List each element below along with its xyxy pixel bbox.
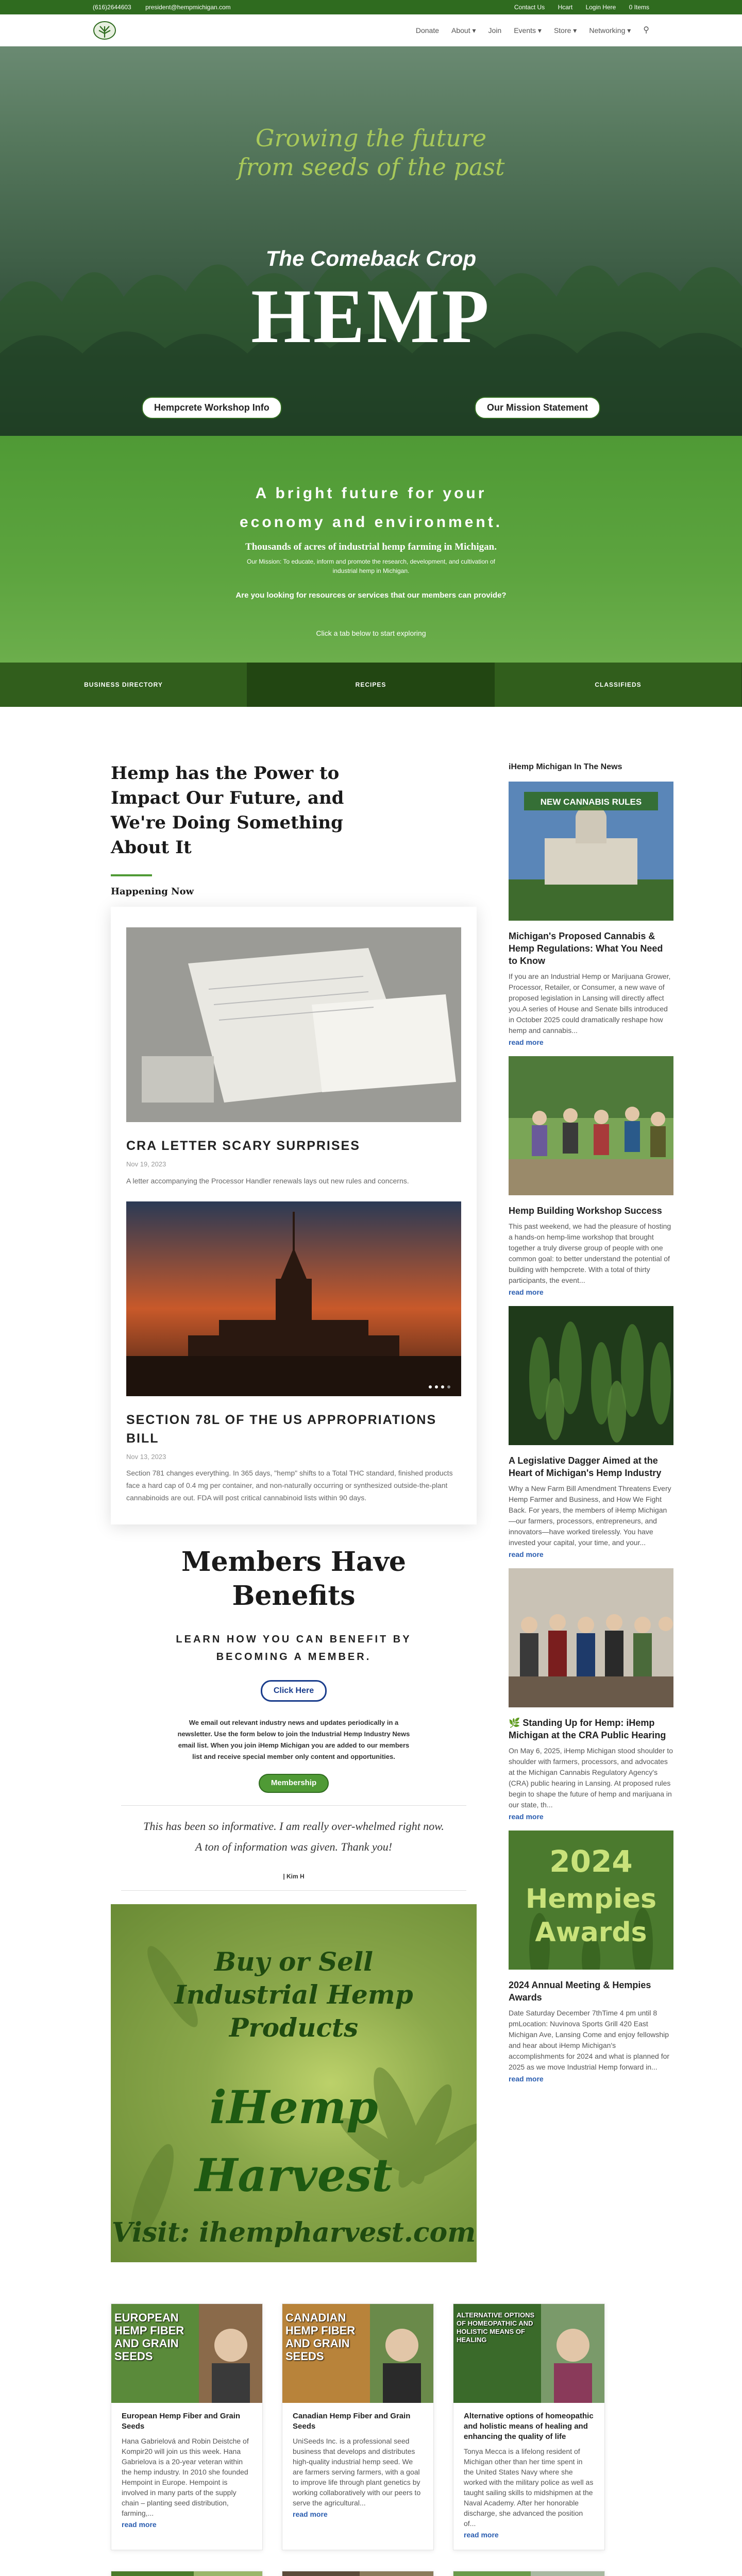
sidebar-post-excerpt: This past weekend, we had the pleasure of hosting a hands-on hemp-lime workshop that brought together a truly diverse group of people with one common goal: to better understand the potential of building with hempcrete. With a total of thirty participants, the event...	[509, 1222, 671, 1284]
intro-cta: Click a tab below to start exploring	[316, 629, 426, 637]
ad-line-2: Industrial Hemp	[174, 1979, 413, 2010]
ad-line-3: Products	[229, 2012, 359, 2043]
card-thumbnail	[111, 2304, 262, 2403]
members-paragraph-line-3: email list. When you join iHemp Michigan you are added to our members	[178, 1741, 410, 1749]
intro-section	[0, 436, 742, 663]
members-title	[121, 1545, 466, 1613]
hero-subtitle: The Comeback Crop	[265, 246, 477, 270]
nav-networking-label: Networking	[589, 26, 626, 35]
capitol-news-photo	[509, 782, 673, 921]
card-title[interactable]: Canadian Hemp Fiber and Grain Seeds	[293, 2411, 411, 2431]
grid-card	[453, 2303, 605, 2550]
sidebar-image[interactable]	[509, 1568, 673, 1707]
members-title-line-1: Members Have	[181, 1546, 406, 1578]
card-image[interactable]	[282, 2571, 433, 2576]
directory-tabs	[0, 663, 742, 707]
post-item	[126, 1201, 461, 1504]
card-body	[111, 2403, 262, 2539]
nav-store[interactable]	[554, 25, 577, 36]
thumb-text: ALTERNATIVE OPTIONS OF HOMEOPATHIC AND HOLISTIC MEANS OF HEALING	[457, 2311, 535, 2344]
sidebar-post-excerpt: If you are an Industrial Hemp or Marijuana Grower, Processor, Retailer, or Consumer, a new wave of proposed legislation in Lansing will directly affect you.A series of House and Senate bills introduced in October 2025 could dramatically reshape how hemp and cannabis...	[509, 972, 671, 1035]
letter-photo	[126, 927, 461, 1122]
members-paragraph-line-4: list and receive special member only content and opportunities.	[192, 1753, 395, 1760]
contact-us-link[interactable]: Contact Us	[514, 4, 545, 11]
read-more-link[interactable]: read more	[122, 2520, 157, 2529]
sidebar-post-title[interactable]: 2024 Annual Meeting & Hempies Awards	[509, 1980, 651, 2003]
card-image[interactable]	[453, 2571, 604, 2576]
post-image-letter[interactable]	[126, 927, 461, 1122]
sidebar-post-excerpt: On May 6, 2025, iHemp Michigan stood shoulder to shoulder with farmers, processors, and advocates at the Michigan Cannabis Regulatory Agency's (CRA) public hearing in Lansing. At proposed rules begin to shape the future of hemp and marijuana in our state, th...	[509, 1747, 673, 1809]
site-header	[0, 14, 742, 46]
chevron-down-icon: ▾	[537, 26, 542, 35]
nav-donate[interactable]: Donate	[415, 26, 439, 35]
card-image[interactable]	[111, 2571, 262, 2576]
sidebar-image[interactable]	[509, 782, 673, 921]
site-logo[interactable]	[93, 20, 116, 41]
read-more-link[interactable]: read more	[293, 2510, 328, 2518]
sidebar-image[interactable]	[509, 1306, 673, 1445]
members-subtitle-line-1: LEARN HOW YOU CAN BENEFIT BY	[176, 1634, 412, 1645]
members-section	[111, 1545, 477, 1891]
contact-info	[93, 3, 243, 12]
nav-events[interactable]	[514, 25, 542, 36]
quote-line-2: A ton of information was given. Thank you!	[195, 1840, 393, 1853]
divider	[121, 1890, 466, 1891]
capitol-sunset-photo	[126, 1201, 461, 1396]
post-title[interactable]: SECTION 78L OF THE US APPROPRIATIONS BILL	[126, 1412, 437, 1446]
post-excerpt: A letter accompanying the Processor Handler renewals lays out new rules and concerns.	[126, 1176, 409, 1185]
thumb-text-box	[285, 2311, 370, 2399]
impact-heading: Hemp has the Power to Impact Our Future, and We're Doing Something About It	[111, 763, 344, 858]
read-more-link[interactable]: read more	[509, 1288, 544, 1296]
card-image[interactable]	[282, 2304, 433, 2403]
sidebar-image[interactable]	[509, 1831, 673, 1970]
card-thumbnail	[282, 2571, 433, 2576]
nav-store-label: Store	[553, 26, 571, 35]
sidebar-post-title[interactable]: 🌿 Standing Up for Hemp: iHemp Michigan at the CRA Public Hearing	[509, 1718, 666, 1740]
thumb-text: EUROPEAN HEMP FIBER AND GRAIN SEEDS	[114, 2311, 184, 2363]
main-content	[0, 707, 742, 2262]
sidebar-post-excerpt: Why a New Farm Bill Amendment Threatens Every Hemp Farmer and Business, and How We Fight Back. For years, the members of iHemp Michigan—our farmers, processors, entrepreneurs, and innovators—have worked tirelessly. You have invested your capital, your time, and your...	[509, 1484, 671, 1547]
ad-headline	[111, 1904, 477, 2044]
tab-recipes[interactable]: RECIPES	[247, 663, 495, 707]
card-title[interactable]: European Hemp Fiber and Grain Seeds	[122, 2411, 241, 2431]
left-column	[111, 761, 477, 2262]
happening-now-heading: Happening Now	[111, 886, 194, 897]
hero-content	[0, 46, 742, 359]
hempies-year-text: 2024	[549, 1844, 633, 1879]
intro-mission-line-2: industrial hemp in Michigan.	[332, 567, 410, 574]
ad-text	[111, 1904, 477, 2209]
hero-tagline	[0, 46, 742, 181]
email-link[interactable]: president@hempmichigan.com	[145, 4, 231, 11]
chevron-down-icon: ▾	[573, 26, 577, 35]
divider	[121, 1805, 466, 1806]
sidebar-post	[509, 1056, 673, 1298]
read-more-link[interactable]: read more	[509, 1038, 544, 1046]
nav-about-label: About	[451, 26, 470, 35]
members-paragraph-line-1: We email out relevant industry news and updates periodically in a	[189, 1719, 399, 1726]
ad-url[interactable]: Visit: ihempharvest.com	[111, 2216, 476, 2248]
members-subtitle-line-2: BECOMING A MEMBER.	[216, 1651, 372, 1663]
thumb-text-box	[457, 2311, 542, 2399]
sidebar-post-title[interactable]: A Legislative Dagger Aimed at the Heart of Michigan's Hemp Industry	[509, 1455, 662, 1478]
top-links	[503, 3, 649, 12]
quote-author: | Kim H	[283, 1872, 305, 1880]
sidebar-post	[509, 782, 673, 1048]
intro-bold: Thousands of acres of industrial hemp farming in Michigan.	[245, 541, 497, 552]
heading-divider	[111, 874, 152, 876]
card-body	[453, 2403, 604, 2550]
nav-join[interactable]: Join	[488, 26, 502, 35]
workshop-photo	[509, 1056, 673, 1195]
thumb-text: CANADIAN HEMP FIBER AND GRAIN SEEDS	[285, 2311, 356, 2363]
login-link[interactable]: Login Here	[585, 4, 616, 11]
card-thumbnail	[282, 2304, 433, 2403]
sidebar-image[interactable]	[509, 1056, 673, 1195]
sidebar-post	[509, 1306, 673, 1560]
chevron-down-icon: ▾	[472, 26, 476, 35]
card-image[interactable]	[111, 2304, 262, 2403]
episodes-grid	[0, 2262, 742, 2576]
hempies-awards-text: Awards	[535, 1917, 647, 1948]
ihemp-harvest-ad[interactable]	[111, 1904, 477, 2262]
read-more-link[interactable]: read more	[464, 2530, 499, 2539]
hemp-leaf-logo-icon	[93, 20, 116, 41]
cart-link[interactable]: 0 Items	[629, 4, 649, 11]
testimonial-quote	[121, 1816, 466, 1857]
sidebar-post	[509, 1568, 673, 1822]
top-bar	[0, 0, 742, 14]
grid-card	[111, 2571, 263, 2576]
grid-row	[111, 2303, 644, 2550]
read-more-link[interactable]: read more	[509, 1550, 544, 1558]
posts-box	[111, 907, 477, 1524]
intro-mission-line-1: Our Mission: To educate, inform and promote the research, development, and cultivation of	[246, 557, 496, 565]
intro-heading-line-2: economy and environment.	[239, 514, 503, 531]
members-subtitle	[121, 1631, 466, 1666]
membership-button[interactable]: Membership	[259, 1774, 329, 1793]
tab-classifieds[interactable]: CLASSIFIEDS	[495, 663, 742, 707]
card-title[interactable]: Alternative options of homeopathic and holistic means of healing and enhancing the quality of life	[464, 2411, 594, 2441]
click-here-button[interactable]: Click Here	[261, 1680, 327, 1702]
card-thumbnail	[453, 2304, 604, 2403]
card-excerpt: Tonya Mecca is a lifelong resident of Michigan other than her time spent in the United States Navy where she worked with the military police as well as taught sailing skills to midshipmen at the Naval Academy. After her honorable discharge, she advanced the position of...	[464, 2447, 594, 2528]
quote-line-1: This has been so informative. I am really over-whelmed right now.	[143, 1819, 444, 1833]
sidebar	[509, 761, 673, 2262]
main-nav	[403, 24, 649, 37]
grid-card	[111, 2303, 263, 2550]
intro-heading-line-1: A bright future for your	[255, 485, 487, 502]
nav-about[interactable]	[451, 25, 476, 36]
hempies-name-text: Hempies	[525, 1884, 657, 1914]
post-date: Nov 19, 2023	[126, 1160, 166, 1168]
tagline-line-2: from seeds of the past	[237, 153, 505, 181]
hero-title: HEMP	[251, 274, 491, 359]
post-title[interactable]: CRA LETTER SCARY SURPRISES	[126, 1139, 360, 1153]
card-thumbnail	[111, 2571, 262, 2576]
sidebar-post	[509, 1831, 673, 2084]
chevron-down-icon: ▾	[627, 26, 631, 35]
news-banner-text: NEW CANNABIS RULES	[540, 797, 642, 807]
thumb-text-box	[114, 2311, 199, 2399]
hearing-group-photo	[509, 1568, 673, 1707]
intro-heading	[0, 479, 742, 537]
search-icon[interactable]: ⚲	[643, 26, 649, 35]
mission-statement-button[interactable]: Our Mission Statement	[475, 397, 600, 419]
hcart-link[interactable]: Hcart	[558, 4, 573, 11]
hempcrete-workshop-button[interactable]: Hempcrete Workshop Info	[142, 397, 282, 419]
grid-row	[111, 2571, 644, 2576]
post-date: Nov 13, 2023	[126, 1452, 166, 1461]
members-paragraph-line-2: newsletter. Use the form below to join the Industrial Hemp Industry News	[177, 1730, 410, 1738]
grid-card	[453, 2571, 605, 2576]
members-paragraph	[121, 1717, 466, 1762]
nav-networking[interactable]	[589, 25, 631, 36]
ad-brand: iHemp Harvest	[195, 2080, 393, 2202]
sidebar-heading: iHemp Michigan In The News	[509, 762, 622, 771]
phone-link[interactable]: (616)2644603	[93, 4, 131, 11]
tagline-line-1: Growing the future	[255, 124, 487, 152]
sidebar-post-title[interactable]: Hemp Building Workshop Success	[509, 1206, 662, 1216]
ad-line-1: Buy or Sell	[214, 1946, 374, 1977]
card-excerpt: Hana Gabrielová and Robin Deistche of Kompir20 will join us this week. Hana Gabrielova is a 20-year veteran within the hemp industry. In 2010 she founded Hempoint in Europe. Hempoint is involved in many parts of the supply chain – planting seed distribution, farming,...	[122, 2436, 249, 2517]
card-body	[282, 2403, 433, 2529]
intro-question: Are you looking for resources or services that our members can provide?	[235, 590, 507, 600]
card-thumbnail	[453, 2571, 604, 2576]
hero-buttons	[142, 397, 600, 419]
read-more-link[interactable]: read more	[509, 2075, 544, 2083]
grid-card	[282, 2303, 434, 2550]
hemp-field-photo	[509, 1306, 673, 1445]
post-image-capitol[interactable]	[126, 1201, 461, 1396]
hempies-awards-graphic	[509, 1831, 673, 1970]
card-excerpt: UniSeeds Inc. is a professional seed business that develops and distributes high-quality industrial hemp seed. We are farmers serving farmers, with a goal to improve life through plant genetics by working collaboratively with our peers to serve the agricultural...	[293, 2436, 421, 2507]
sidebar-post-title[interactable]: Michigan's Proposed Cannabis & Hemp Regulations: What You Need to Know	[509, 931, 663, 966]
grid-card	[282, 2571, 434, 2576]
read-more-link[interactable]: read more	[509, 1812, 544, 1821]
card-image[interactable]	[453, 2304, 604, 2403]
tab-business-directory[interactable]: BUSINESS DIRECTORY	[0, 663, 247, 707]
hero-section	[0, 46, 742, 436]
post-excerpt: Section 781 changes everything. In 365 days, "hemp" shifts to a Total THC standard, finished products face a hard cap of 0.4 mg per container, and non-naturally occurring or synthesized outside-the-plant cannabinoids are out. FDA will post critical cannabinoid lists within 90 days.	[126, 1469, 453, 1502]
post-item	[126, 927, 461, 1187]
sidebar-post-excerpt: Date Saturday December 7thTime 4 pm until 8 pmLocation: Nuvinova Sports Grill 420 East Michigan Ave, Lansing Come and enjoy fellowship and hear about iHemp Michigan's accomplishments for 2024 and what is planned for 2025 as we move Industrial Hemp forward in...	[509, 2009, 670, 2071]
intro-mission	[0, 557, 742, 575]
nav-events-label: Events	[514, 26, 536, 35]
members-title-line-2: Benefits	[232, 1580, 356, 1612]
